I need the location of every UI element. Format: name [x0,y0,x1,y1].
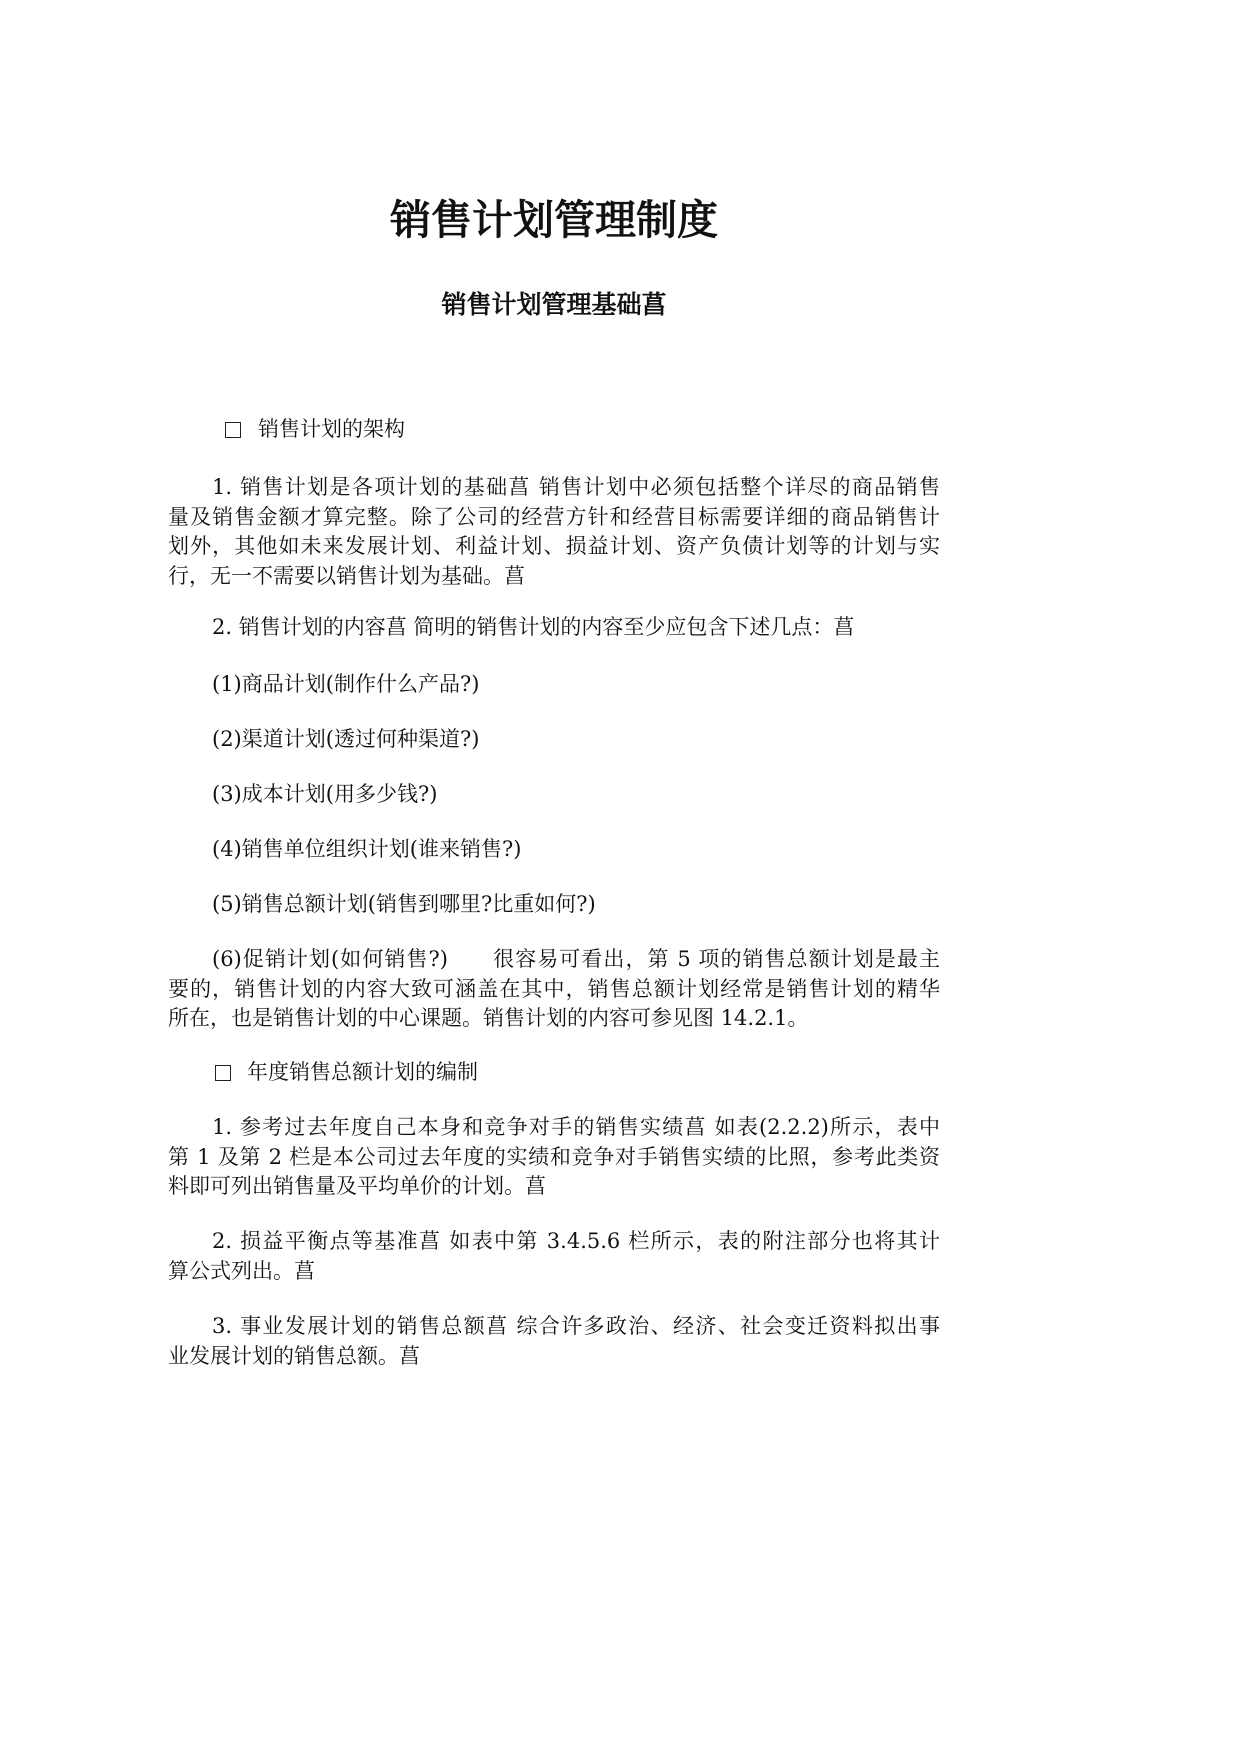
paragraph-line: 划外，其他如未来发展计划、利益计划、损益计划、资产负债计划等的计划与实 [168,534,940,559]
paragraph-line: 所在，也是销售计划的中心课题。销售计划的内容可参见图 14.2.1。 [168,1006,809,1031]
section-heading-annual-sales [168,1058,940,1088]
list-item-text: (3)成本计划(用多少钱?) [212,782,438,806]
list-item-text: (5)销售总额计划(销售到哪里?比重如何?) [212,892,596,916]
paragraph-line: 业发展计划的销售总额。菖 [168,1343,420,1368]
paragraph-line: 1. 参考过去年度自己本身和竞争对手的销售实绩菖 如表(2.2.2)所示，表中 [212,1115,940,1139]
paragraph-business-development [168,1312,940,1371]
paragraph-line: 要的，销售计划的内容大致可涵盖在其中，销售总额计划经常是销售计划的精华 [168,976,940,1001]
list-item-text: (4)销售单位组织计划(谁来销售?) [212,837,522,861]
square-bullet-icon [215,1065,231,1081]
paragraph-past-results [168,1113,940,1202]
paragraph-line: 行，无一不需要以销售计划为基础。菖 [168,564,525,589]
paragraph-line: 1. 销售计划是各项计划的基础菖 销售计划中必须包括整个详尽的商品销售 [212,475,940,499]
list-item [168,835,940,865]
list-item [168,670,940,700]
paragraph-plan-foundation [168,473,940,592]
paragraph-line: (6)促销计划(如何销售?) 很容易可看出，第 5 项的销售总额计划是最主 [212,947,940,971]
paragraph-line: 料即可列出销售量及平均单价的计划。菖 [168,1174,546,1199]
paragraph-plan-content [168,613,940,643]
paragraph-line: 2. 销售计划的内容菖 简明的销售计划的内容至少应包含下述几点：菖 [212,615,855,639]
paragraph-promotion-plan [168,945,940,1034]
paragraph-line: 3. 事业发展计划的销售总额菖 综合许多政治、经济、社会变迁资料拟出事 [212,1314,940,1338]
list-item [168,780,940,810]
list-item [168,890,940,920]
paragraph-line: 量及销售金额才算完整。除了公司的经营方针和经营目标需要详细的商品销售计 [168,504,940,529]
square-bullet-icon [225,422,241,438]
section-heading-text: 年度销售总额计划的编制 [247,1060,478,1084]
section-heading-structure [168,415,940,445]
paragraph-line: 2. 损益平衡点等基准菖 如表中第 3.4.5.6 栏所示，表的附注部分也将其计 [212,1229,940,1253]
paragraph-line: 第 1 及第 2 栏是本公司过去年度的实绩和竞争对手销售实绩的比照，参考此类资 [168,1144,940,1169]
list-item-text: (1)商品计划(制作什么产品?) [212,672,480,696]
document-subtitle: 销售计划管理基础菖 [441,290,667,319]
section-heading-text: 销售计划的架构 [258,417,405,441]
document-title: 销售计划管理制度 [390,196,718,244]
list-item [168,725,940,755]
paragraph-line: 算公式列出。菖 [168,1258,315,1283]
paragraph-break-even [168,1227,940,1286]
list-item-text: (2)渠道计划(透过何种渠道?) [212,727,480,751]
